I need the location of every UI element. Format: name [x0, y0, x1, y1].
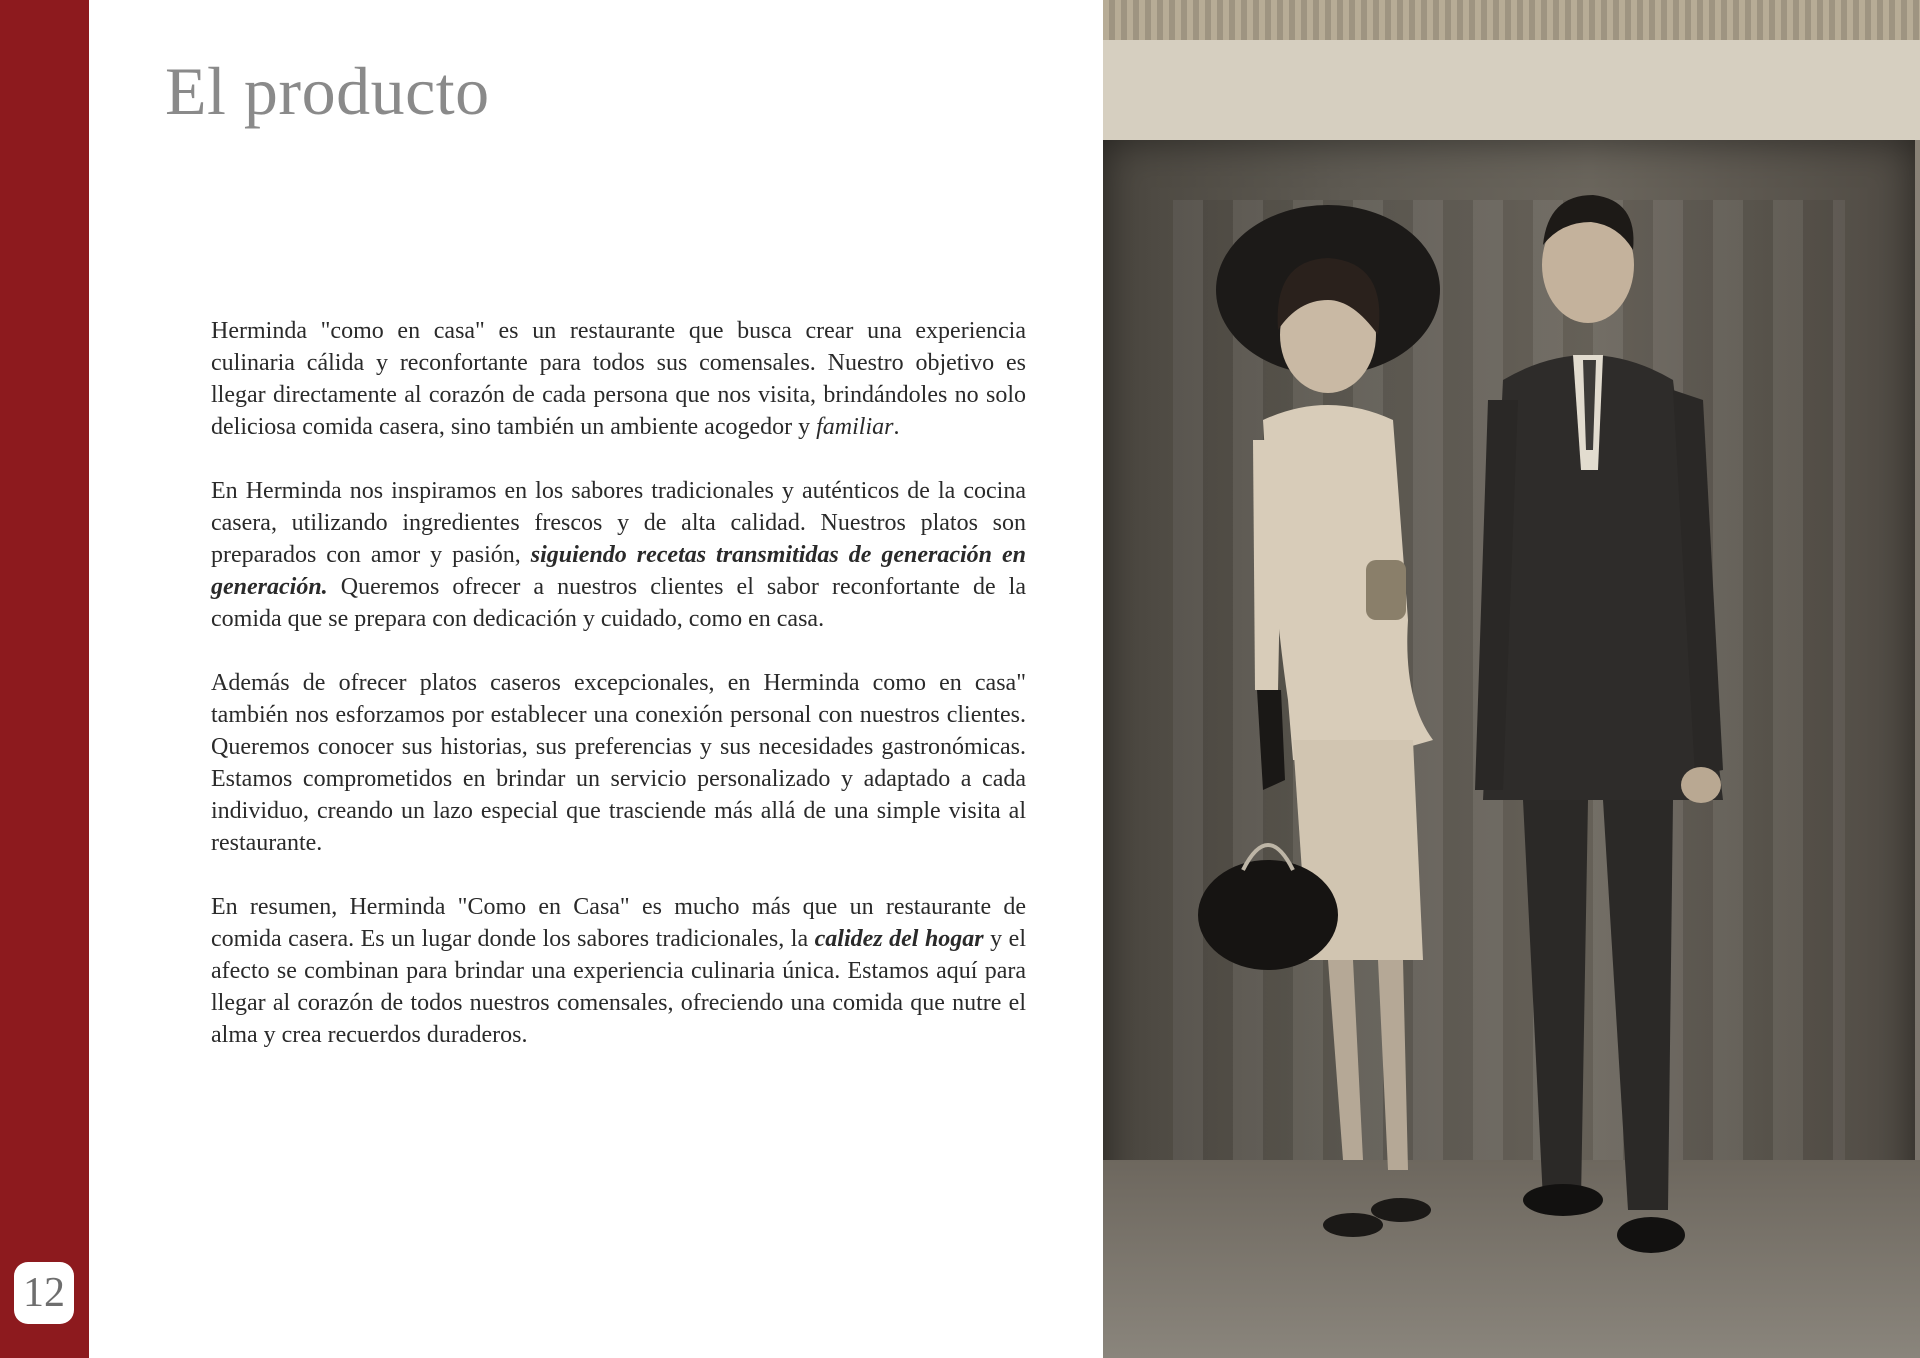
emphasis-calidez: calidez del hogar [814, 926, 984, 952]
paragraph-3: Además de ofrecer platos caseros excepcionales, en Herminda como en casa" también nos esforzamos por establecer una conexión personal con nuestros clientes. Queremos conocer sus historias, sus preferencias y sus necesidades gastronómicas. Estamos comprometidos en brindar un servicio personalizado y adaptado a cada individuo, creando un lazo especial que trasciende más allá de una simple visita al restaurante. [211, 670, 1026, 856]
paragraph-2: En Herminda nos inspiramos en los sabores tradicionales y auténticos de la cocina casera, utilizando ingredientes frescos y de alta calidad. Nuestros platos son preparados con amor y pasión, siguiendo recetas transmitidas de generación en generación. Queremos ofrecer a nuestros clientes el sabor reconfortante de la comida que se prepara con dedicación y cuidado, como en casa. [211, 478, 1026, 632]
paragraph-1: Herminda "como en casa" es un restaurante que busca crear una experiencia culinaria cálida y reconfortante para todos sus comensales. Nuestro objetivo es llegar directamente al corazón de cada persona que nos visita, brindándoles no solo deliciosa comida casera, sino también un ambiente acogedor y familiar. [211, 318, 1026, 440]
page-title: El producto [165, 53, 490, 129]
paragraph-4: En resumen, Herminda "Como en Casa" es mucho más que un restaurante de comida casera. Es un lugar donde los sabores tradicionales, la calidez del hogar y el afecto se combinan para brindar una experiencia culinaria única. Estamos aquí para llegar al corazón de todos nuestros comensales, ofreciendo una comida que nutre el alma y crea recuerdos duraderos. [211, 894, 1027, 1048]
emphasis-familiar: familiar [816, 414, 894, 440]
woman-figure [1198, 205, 1440, 1237]
man-figure [1475, 195, 1723, 1253]
accent-sidebar [0, 0, 89, 1358]
vintage-couple-photo [1103, 0, 1920, 1358]
page-number-badge: 12 [14, 1262, 74, 1324]
couple-figures [1103, 0, 1920, 1358]
body-text [211, 315, 1026, 1083]
emphasis-recetas: siguiendo recetas transmitidas de generación en generación. [211, 542, 1026, 600]
